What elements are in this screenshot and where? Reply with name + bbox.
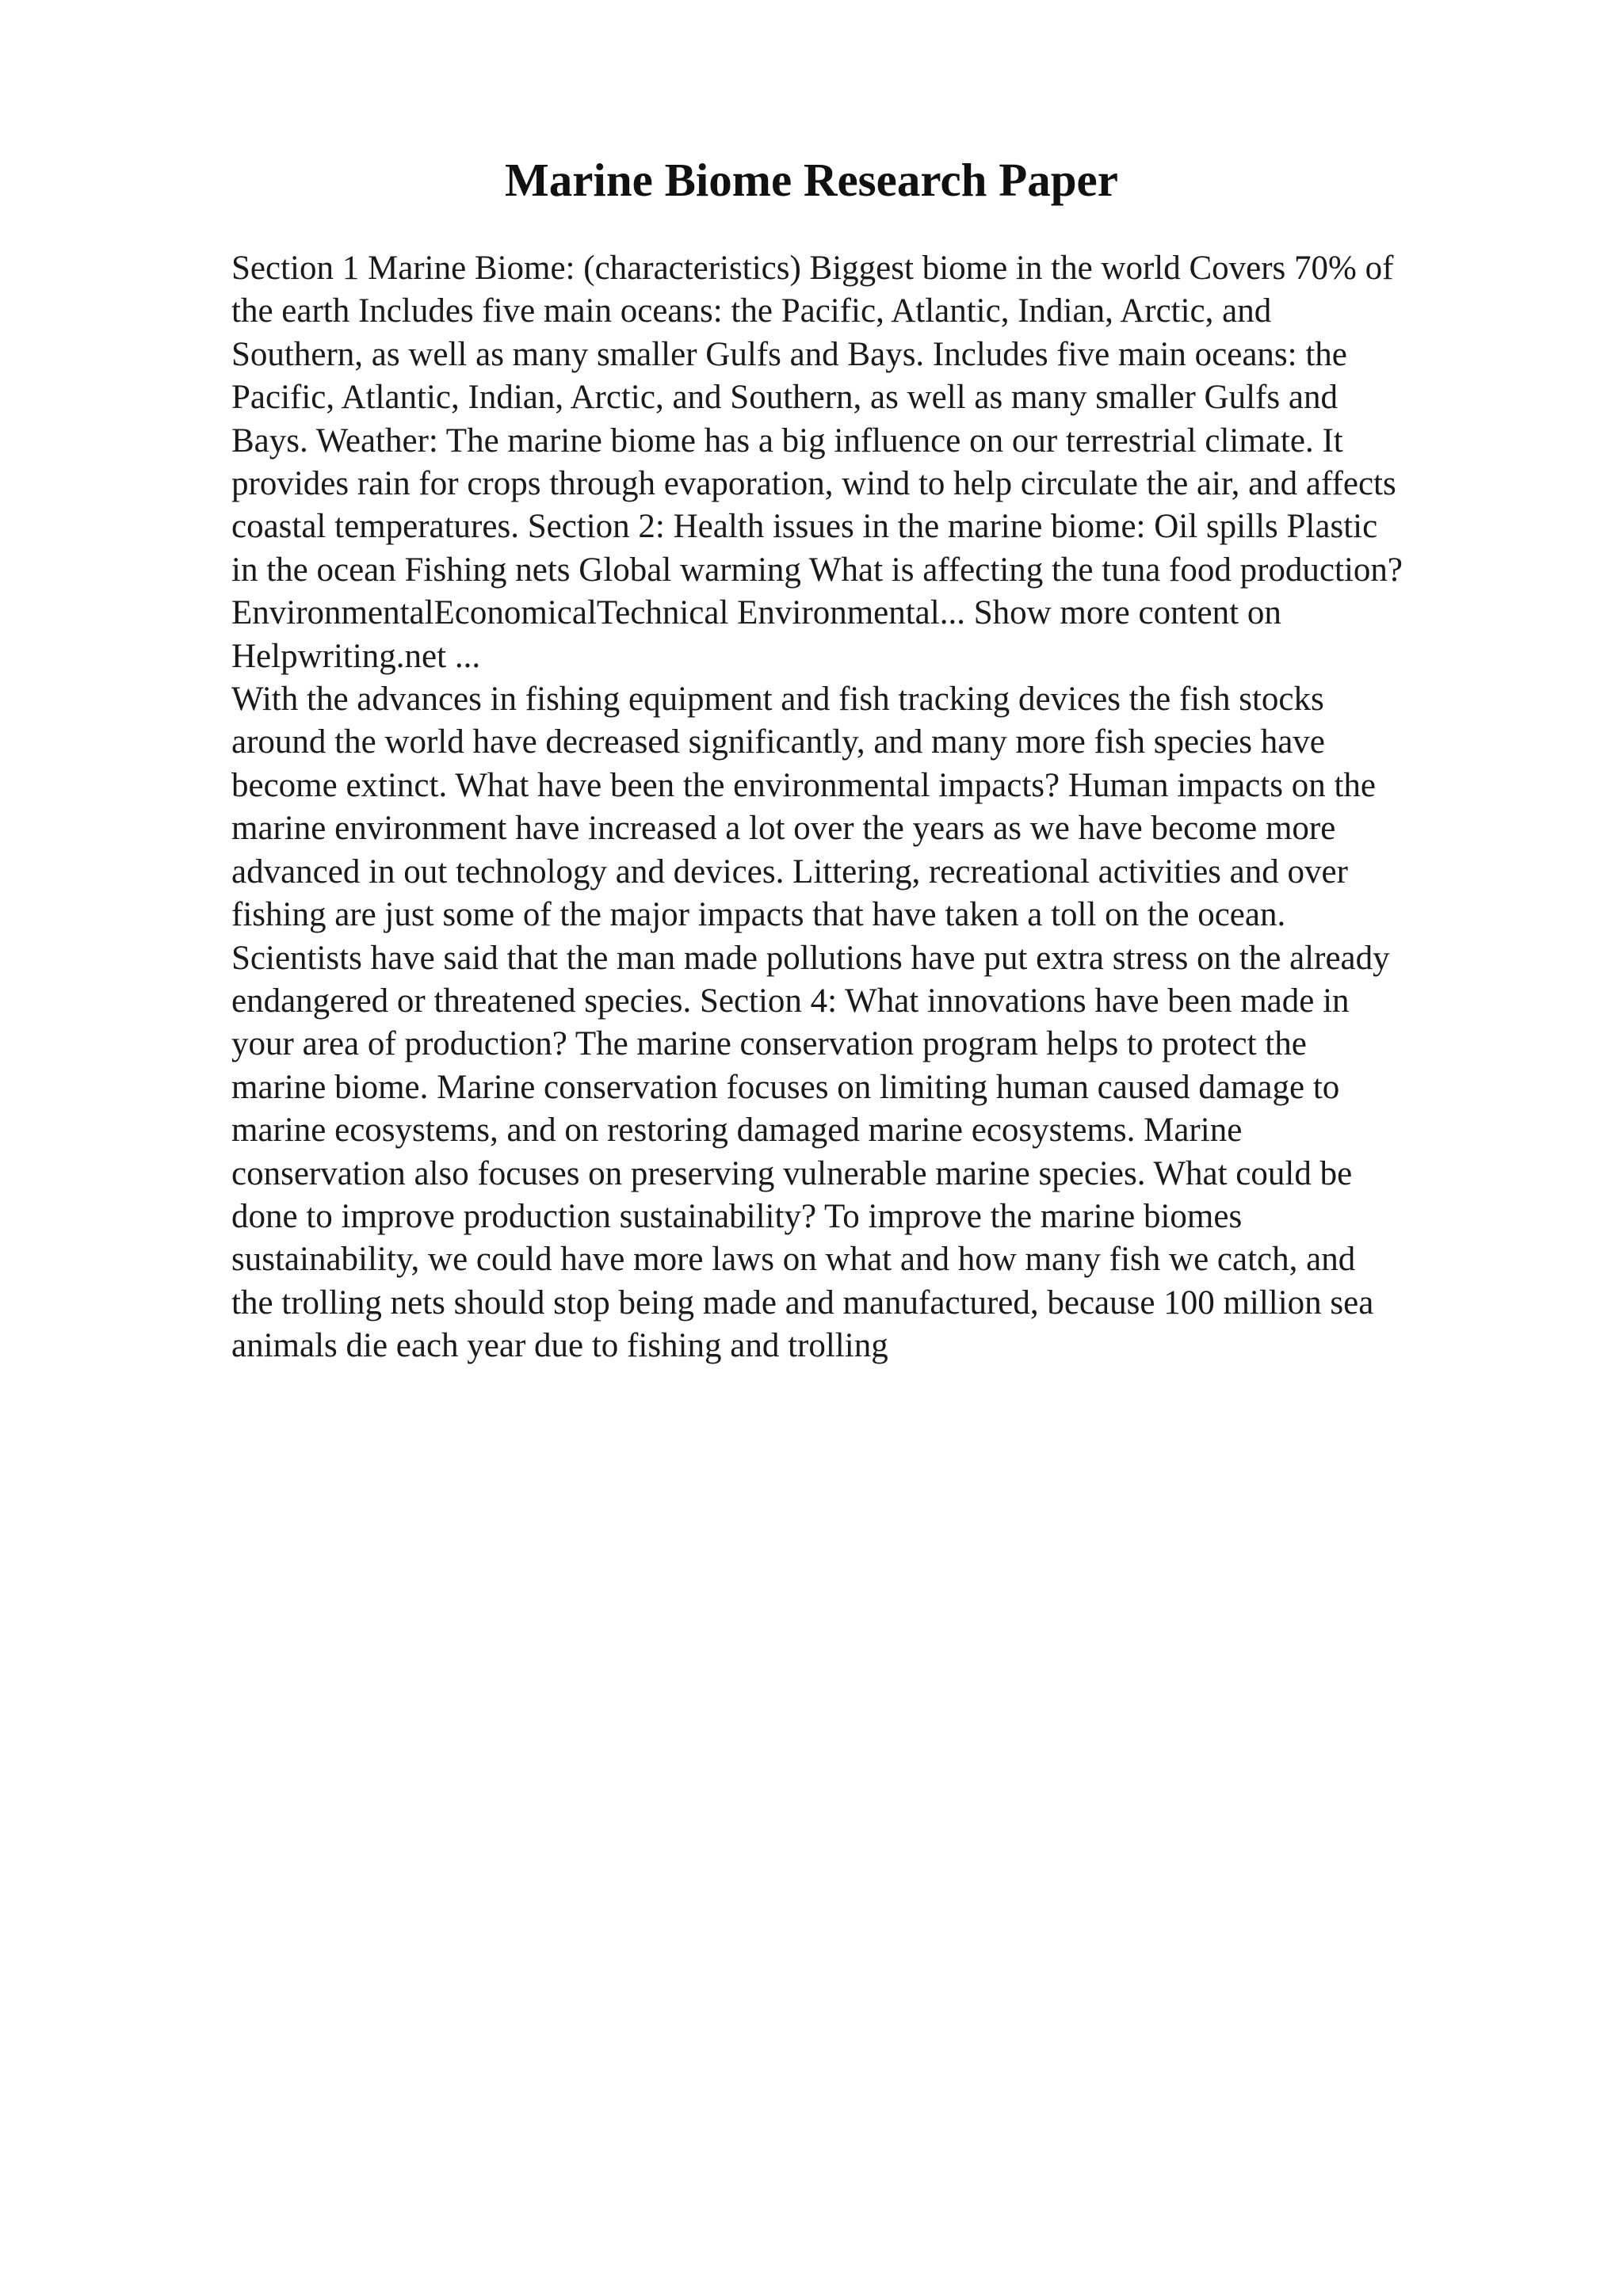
paragraph-1 bbox=[231, 247, 1515, 678]
document-body bbox=[231, 247, 1515, 1368]
text-line: marine ecosystems, and on restoring damaged marine ecosystems. Marine bbox=[231, 1112, 1243, 1150]
text-line: Helpwriting.net ... bbox=[231, 637, 481, 675]
text-line: marine environment have increased a lot over the years as we have become more bbox=[231, 810, 1336, 848]
text-line: endangered or threatened species. Section 4: What innovations have been made in bbox=[231, 982, 1350, 1020]
text-line: animals die each year due to fishing and trolling bbox=[231, 1327, 888, 1365]
text-line: Scientists have said that the man made pollutions have put extra stress on the already bbox=[231, 939, 1390, 977]
text-line: your area of production? The marine conservation program helps to protect the bbox=[231, 1025, 1307, 1063]
text-line: sustainability, we could have more laws on what and how many fish we catch, and bbox=[231, 1241, 1356, 1279]
text-line: in the ocean Fishing nets Global warming What is affecting the tuna food production? bbox=[231, 551, 1403, 589]
text-line: marine biome. Marine conservation focuses on limiting human caused damage to bbox=[231, 1068, 1340, 1106]
text-line: done to improve production sustainability? To improve the marine biomes bbox=[231, 1197, 1243, 1235]
text-line: coastal temperatures. Section 2: Health issues in the marine biome: Oil spills Plastic bbox=[231, 508, 1378, 546]
text-line: Bays. Weather: The marine biome has a big influence on our terrestrial climate. It bbox=[231, 421, 1343, 460]
text-line: around the world have decreased significantly, and many more fish species have bbox=[231, 723, 1325, 761]
paragraph-2 bbox=[231, 678, 1515, 1368]
text-line: fishing are just some of the major impacts that have taken a toll on the ocean. bbox=[231, 896, 1286, 934]
text-line: the trolling nets should stop being made and manufactured, because 100 million sea bbox=[231, 1283, 1374, 1322]
text-line: Southern, as well as many smaller Gulfs and Bays. Includes five main oceans: the bbox=[231, 335, 1347, 373]
text-line: become extinct. What have been the environmental impacts? Human impacts on the bbox=[231, 766, 1376, 804]
text-line: EnvironmentalEconomicalTechnical Environmental... Show more content on bbox=[231, 594, 1281, 632]
text-line: advanced in out technology and devices. Littering, recreational activities and over bbox=[231, 852, 1348, 891]
text-line: Section 1 Marine Biome: (characteristics) Biggest biome in the world Covers 70% of bbox=[231, 250, 1394, 287]
text-line: With the advances in fishing equipment and fish tracking devices the fish stocks bbox=[231, 681, 1324, 719]
text-line: conservation also focuses on preserving vulnerable marine species. What could be bbox=[231, 1154, 1353, 1192]
text-line: the earth Includes five main oceans: the Pacific, Atlantic, Indian, Arctic, and bbox=[231, 292, 1272, 330]
text-line: Pacific, Atlantic, Indian, Arctic, and Southern, as well as many smaller Gulfs and bbox=[231, 379, 1338, 417]
page-title: Marine Biome Research Paper bbox=[505, 154, 1118, 206]
text-line: provides rain for crops through evaporation, wind to help circulate the air, and affects bbox=[231, 465, 1396, 503]
